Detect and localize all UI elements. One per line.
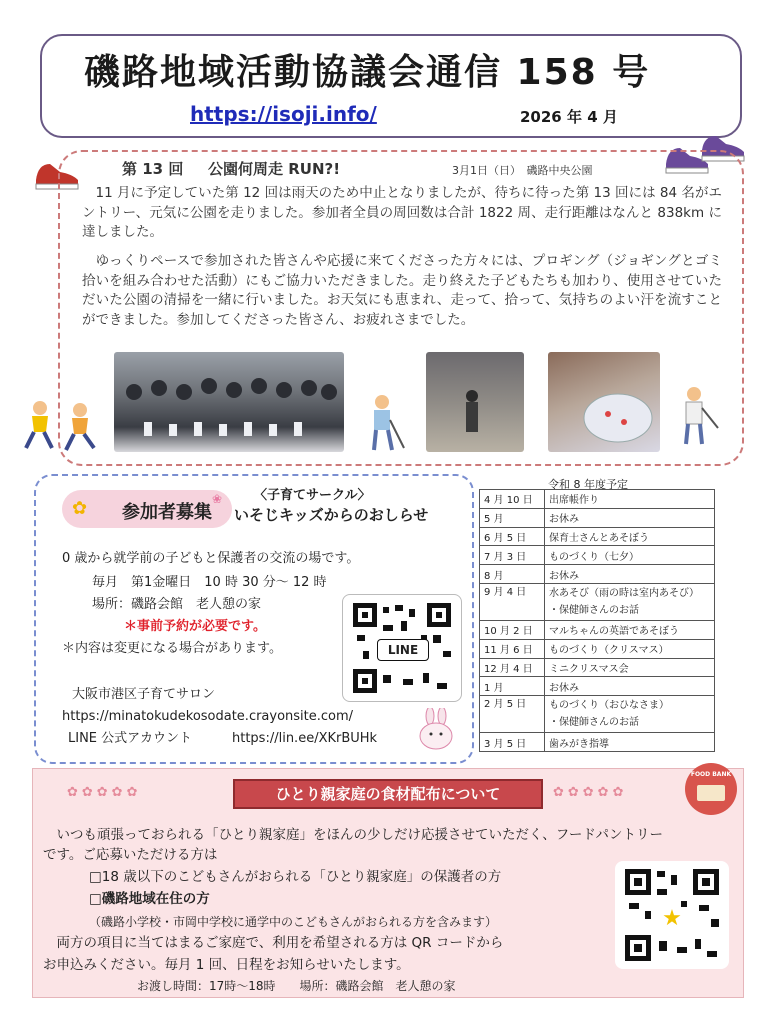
table-row xyxy=(480,639,715,658)
schedule-month: 3 月 5 日 xyxy=(480,733,545,752)
food-intro-line-2: です。ご応募いただける方は xyxy=(43,847,218,863)
schedule-month: 10 月 2 日 xyxy=(480,620,545,639)
flower-icon: ✿ xyxy=(72,498,88,519)
line-account-url[interactable]: https://lin.ee/XKrBUHk xyxy=(232,731,378,746)
food-pantry-banner: ひとり親家庭の食材配布について xyxy=(233,779,543,809)
schedule-month: 8 月 xyxy=(480,565,545,584)
schedule-month: 5 月 xyxy=(480,508,545,527)
flower-row-icon: ✿✿✿✿✿ xyxy=(553,785,628,800)
schedule-event: 出席帳作り xyxy=(545,490,715,509)
schedule-event xyxy=(545,696,715,733)
schedule-month: 1 月 xyxy=(480,677,545,696)
schedule-month: 2 月 5 日 xyxy=(480,696,545,733)
line-qr-label: LINE xyxy=(377,639,429,661)
kids-circle-section xyxy=(34,474,474,764)
table-row xyxy=(480,583,715,620)
circle-schedule: 毎月 第1金曜日 10 時 30 分～ 12 時 xyxy=(92,575,327,590)
change-note: ＊内容は変更になる場合があります。 xyxy=(62,641,282,656)
issue-date: 2026 年 4 月 xyxy=(520,108,618,126)
recruit-badge xyxy=(62,490,232,528)
schedule-event-line: ・保健師さんのお話 xyxy=(549,604,639,616)
schedule-month: 4 月 10 日 xyxy=(480,490,545,509)
schedule-event: マルちゃんの英語であそぼう xyxy=(545,620,715,639)
circle-subtitle: いそじキッズからのおしらせ xyxy=(234,506,429,524)
box-icon xyxy=(697,785,725,801)
schedule-event: ミニクリスマス会 xyxy=(545,658,715,677)
food-intro-line-1: いつも頑張っておられる「ひとり親家庭」をほんの少しだけ応援させていただく、フードパントリー xyxy=(43,827,664,843)
salon-name: 大阪市港区子育てサロン xyxy=(72,687,216,702)
schedule-event: 保育士さんとあそぼう xyxy=(545,527,715,546)
table-row xyxy=(480,565,715,584)
table-row xyxy=(480,733,715,752)
schedule-event: ものづくり（クリスマス） xyxy=(545,639,715,658)
recruit-label: 参加者募集 xyxy=(122,502,212,523)
schedule-event-line: 水あそび（雨の時は室内あそび） xyxy=(549,587,699,599)
circle-intro: 0 歳から就学前の子どもと保護者の交流の場です。 xyxy=(62,551,360,566)
table-row xyxy=(480,546,715,565)
table-row xyxy=(480,658,715,677)
volunteer-bag-icon xyxy=(676,384,726,448)
application-qr-code[interactable] xyxy=(615,861,729,969)
plogging-photo xyxy=(426,352,524,452)
table-row xyxy=(480,696,715,733)
eligibility-note: （磯路小学校・市岡中学校に通学中のこどもさんがおられる方を含みます） xyxy=(89,915,498,929)
schedule-month: 6 月 5 日 xyxy=(480,527,545,546)
qr-pattern-icon xyxy=(615,861,729,969)
schedule-event: お休み xyxy=(545,508,715,527)
schedule-event xyxy=(545,583,715,620)
schedule-event-line: ものづくり（おひなさま） xyxy=(549,700,669,712)
table-row xyxy=(480,508,715,527)
line-qr-code[interactable] xyxy=(342,594,462,702)
run-event-number: 第 13 回 xyxy=(122,160,184,178)
food-apply-line-2: お申込みください。毎月 1 回、日程をお知らせいたします。 xyxy=(43,957,410,973)
pickup-time-place: お渡し時間：17時～18時 場所：磯路会館 老人憩の家 xyxy=(137,979,456,993)
table-row xyxy=(480,677,715,696)
rabbit-icon xyxy=(414,708,458,752)
food-bank-label: FOOD BANK xyxy=(690,771,732,778)
runners-icon xyxy=(22,398,104,454)
food-apply-line-1: 両方の項目に当てはまるご家庭で、利用を希望される方は QR コードから xyxy=(43,935,504,951)
run-event-title: 公園何周走 RUN?! xyxy=(208,160,341,178)
food-pantry-section xyxy=(32,768,744,998)
run-event-date-place: 3月1日（日） 磯路中央公園 xyxy=(452,164,593,177)
trash-bag-photo xyxy=(548,352,660,452)
eligibility-item-1: □18 歳以下のこどもさんがおられる「ひとり親家庭」の保護者の方 xyxy=(89,869,502,885)
schedule-event: ものづくり（七夕） xyxy=(545,546,715,565)
star-icon: ★ xyxy=(662,906,682,931)
schedule-event: お休み xyxy=(545,677,715,696)
header-box xyxy=(40,34,742,138)
run-event-paragraph-1: 11 月に予定していた第 12 回は雨天のため中止となりましたが、待ちに待った第 13 回には 84 名がエントリー、元気に公園を走りました。参加者全員の周回数は合計 1822 周、走行距離はなんと 838km に達しました。 xyxy=(82,185,722,240)
table-row xyxy=(480,490,715,509)
table-row xyxy=(480,527,715,546)
salon-url[interactable]: https://minatokudekosodate.crayonsite.com/ xyxy=(62,709,354,724)
schedule-event-line: ・保健師さんのお話 xyxy=(549,717,639,729)
runners-group-photo xyxy=(114,352,344,452)
schedule-month: 9 月 4 日 xyxy=(480,583,545,620)
schedule-event: お休み xyxy=(545,565,715,584)
run-event-paragraph-2: ゆっくりペースで参加された皆さんや応援に来てくださった方々には、プロギング（ジョギングとゴミ拾いを組み合わせた活動）にもご協力いただきました。走り終えた子どもたちも加わり、使用させていただいた公園の清掃を一緒に行いました。お天気にも恵まれ、走って、拾って、気持ちのよい汗を流すことができました。参加してくださった皆さん、お疲れさまでした。 xyxy=(82,253,722,328)
flower-row-icon: ✿✿✿✿✿ xyxy=(67,785,142,800)
schedule-month: 12 月 4 日 xyxy=(480,658,545,677)
newsletter-title: 磯路地域活動協議会通信 158 号 xyxy=(84,52,651,93)
website-link[interactable]: https://isoji.info/ xyxy=(190,102,377,126)
line-account-label: LINE 公式アカウント xyxy=(68,731,193,746)
eligibility-item-2: □磯路地域在住の方 xyxy=(89,891,210,907)
schedule-month: 11 月 6 日 xyxy=(480,639,545,658)
circle-title: 〈子育てサークル〉 xyxy=(254,488,371,503)
tulip-icon: ❀ xyxy=(212,492,223,506)
schedule-event: 歯みがき指導 xyxy=(545,733,715,752)
schedule-table xyxy=(479,489,715,752)
reservation-note: ＊事前予約が必要です。 xyxy=(124,619,266,634)
circle-place: 場所：磯路会館 老人憩の家 xyxy=(92,597,262,612)
schedule-month: 7 月 3 日 xyxy=(480,546,545,565)
table-row xyxy=(480,620,715,639)
food-bank-logo xyxy=(685,763,737,815)
litter-picker-icon xyxy=(362,392,410,454)
schedule-caption: 令和 8 年度予定 xyxy=(548,478,628,491)
